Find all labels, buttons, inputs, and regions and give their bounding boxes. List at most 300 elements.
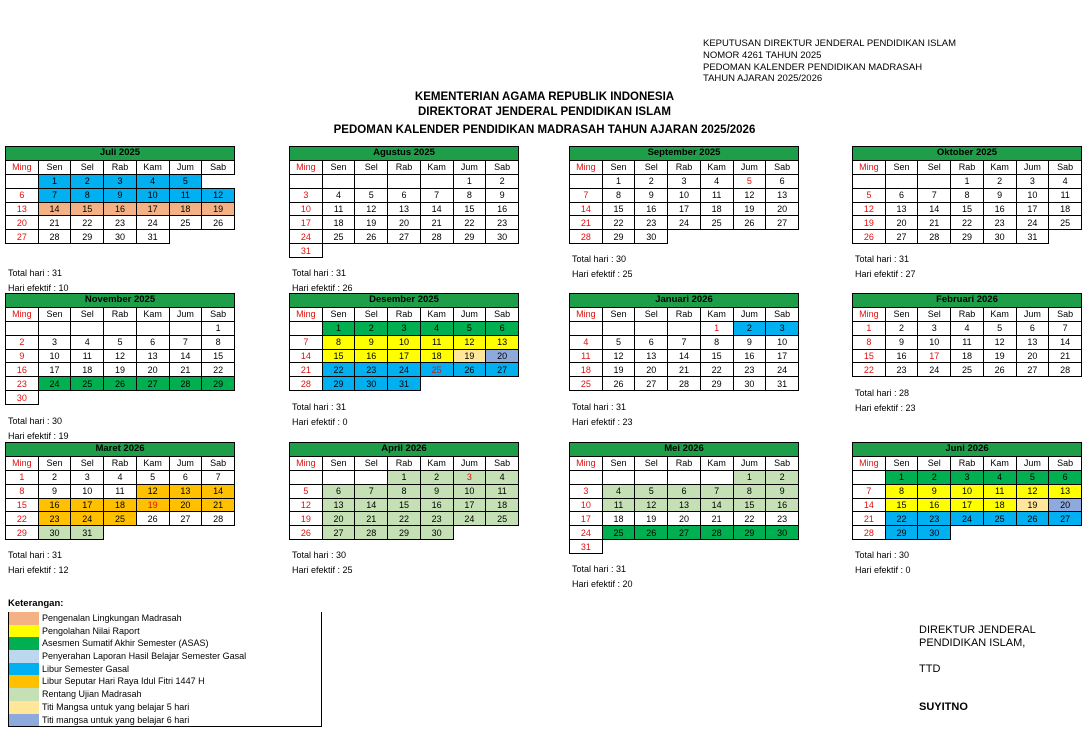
day-cell: 12 bbox=[104, 349, 137, 363]
weekday-header: Kam bbox=[700, 307, 733, 321]
day-cell: 17 bbox=[766, 349, 799, 363]
day-cell: 3 bbox=[290, 188, 323, 202]
day-cell: 26 bbox=[635, 526, 668, 540]
legend-item bbox=[9, 675, 321, 688]
day-cell: 14 bbox=[290, 349, 323, 363]
total-days: Total hari : 31 bbox=[572, 564, 627, 574]
weekday-header: Sel bbox=[355, 160, 388, 174]
weekday-header: Jum bbox=[733, 456, 766, 470]
day-cell: 20 bbox=[322, 512, 355, 526]
day-cell: 28 bbox=[853, 526, 886, 540]
weekday-header: Sen bbox=[38, 456, 71, 470]
day-cell: 13 bbox=[766, 188, 799, 202]
month-calendar bbox=[289, 146, 519, 258]
effective-days: Hari efektif : 26 bbox=[292, 283, 353, 293]
weekday-header: Sel bbox=[635, 456, 668, 470]
month-calendar bbox=[289, 442, 519, 540]
month-calendar bbox=[852, 442, 1082, 540]
month-calendar bbox=[852, 146, 1082, 244]
day-cell: 7 bbox=[38, 188, 71, 202]
day-cell: 7 bbox=[668, 335, 701, 349]
day-cell: 23 bbox=[635, 216, 668, 230]
day-cell: 13 bbox=[885, 202, 918, 216]
weekday-header: Kam bbox=[700, 160, 733, 174]
empty-day-cell bbox=[388, 174, 421, 188]
day-cell: 1 bbox=[853, 321, 886, 335]
weekday-header: Kam bbox=[136, 307, 169, 321]
weekday-header: Ming bbox=[290, 456, 323, 470]
empty-cell bbox=[700, 230, 733, 244]
day-cell: 18 bbox=[322, 216, 355, 230]
weekday-header: Ming bbox=[6, 160, 39, 174]
day-cell: 7 bbox=[420, 188, 453, 202]
day-cell: 23 bbox=[885, 363, 918, 377]
weekday-header: Ming bbox=[570, 160, 603, 174]
legend-item bbox=[9, 637, 321, 650]
day-cell: 14 bbox=[668, 349, 701, 363]
empty-cell bbox=[635, 540, 668, 554]
day-cell: 5 bbox=[355, 188, 388, 202]
weekday-header: Jum bbox=[1016, 456, 1049, 470]
empty-cell bbox=[420, 377, 453, 391]
month-title: Oktober 2025 bbox=[853, 147, 1082, 161]
legend-label: Libur Semester Gasal bbox=[42, 663, 130, 674]
day-cell: 29 bbox=[202, 377, 235, 391]
day-cell: 23 bbox=[6, 377, 39, 391]
total-days: Total hari : 28 bbox=[855, 388, 910, 398]
empty-day-cell bbox=[602, 470, 635, 484]
day-cell: 12 bbox=[853, 202, 886, 216]
day-cell: 7 bbox=[290, 335, 323, 349]
day-cell: 27 bbox=[668, 526, 701, 540]
day-cell: 19 bbox=[104, 363, 137, 377]
weekday-header: Kam bbox=[420, 456, 453, 470]
day-cell: 8 bbox=[885, 484, 918, 498]
day-cell: 7 bbox=[1049, 321, 1082, 335]
day-cell: 17 bbox=[71, 498, 104, 512]
day-cell: 6 bbox=[169, 470, 202, 484]
empty-cell bbox=[453, 244, 486, 258]
day-cell: 5 bbox=[1016, 470, 1049, 484]
effective-days: Hari efektif : 0 bbox=[292, 417, 348, 427]
day-cell: 26 bbox=[983, 363, 1016, 377]
day-cell: 26 bbox=[355, 230, 388, 244]
weekday-header: Sen bbox=[38, 307, 71, 321]
day-cell: 8 bbox=[71, 188, 104, 202]
weekday-header: Rab bbox=[104, 160, 137, 174]
day-cell: 19 bbox=[290, 512, 323, 526]
day-cell: 15 bbox=[202, 349, 235, 363]
day-cell: 12 bbox=[1016, 484, 1049, 498]
day-cell: 22 bbox=[885, 512, 918, 526]
weekday-header: Jum bbox=[1016, 160, 1049, 174]
weekday-header: Ming bbox=[853, 307, 886, 321]
empty-cell bbox=[136, 391, 169, 405]
month-title: Juni 2026 bbox=[853, 443, 1082, 457]
empty-day-cell bbox=[570, 470, 603, 484]
empty-cell bbox=[322, 244, 355, 258]
day-cell: 12 bbox=[602, 349, 635, 363]
day-cell: 25 bbox=[951, 363, 984, 377]
day-cell: 23 bbox=[918, 512, 951, 526]
day-cell: 21 bbox=[355, 512, 388, 526]
weekday-header: Kam bbox=[420, 160, 453, 174]
empty-cell bbox=[388, 244, 421, 258]
weekday-header: Sen bbox=[602, 307, 635, 321]
effective-days: Hari efektif : 25 bbox=[292, 565, 353, 575]
day-cell: 30 bbox=[635, 230, 668, 244]
day-cell: 2 bbox=[918, 470, 951, 484]
legend-item bbox=[9, 688, 321, 701]
month-title: Januari 2026 bbox=[570, 294, 799, 308]
effective-days: Hari efektif : 23 bbox=[855, 403, 916, 413]
day-cell: 1 bbox=[38, 174, 71, 188]
day-cell: 6 bbox=[885, 188, 918, 202]
day-cell: 17 bbox=[136, 202, 169, 216]
day-cell: 4 bbox=[700, 174, 733, 188]
empty-cell bbox=[486, 377, 519, 391]
day-cell: 21 bbox=[1049, 349, 1082, 363]
month-title: Februari 2026 bbox=[853, 294, 1082, 308]
day-cell: 16 bbox=[918, 498, 951, 512]
day-cell: 7 bbox=[169, 335, 202, 349]
effective-days: Hari efektif : 27 bbox=[855, 269, 916, 279]
day-cell: 15 bbox=[388, 498, 421, 512]
day-cell: 23 bbox=[733, 363, 766, 377]
empty-day-cell bbox=[885, 174, 918, 188]
legend-title: Keterangan: bbox=[8, 598, 64, 609]
day-cell: 1 bbox=[733, 470, 766, 484]
day-cell: 20 bbox=[635, 363, 668, 377]
weekday-header: Sab bbox=[486, 160, 519, 174]
day-cell: 16 bbox=[486, 202, 519, 216]
day-cell: 10 bbox=[918, 335, 951, 349]
empty-cell bbox=[169, 526, 202, 540]
legend-label: Asesmen Sumatif Akhir Semester (ASAS) bbox=[42, 638, 209, 649]
day-cell: 25 bbox=[570, 377, 603, 391]
day-cell: 3 bbox=[388, 321, 421, 335]
weekday-header: Rab bbox=[104, 307, 137, 321]
empty-day-cell bbox=[38, 321, 71, 335]
day-cell: 29 bbox=[733, 526, 766, 540]
month-title: Desember 2025 bbox=[290, 294, 519, 308]
day-cell: 15 bbox=[733, 498, 766, 512]
weekday-header: Sab bbox=[1049, 456, 1082, 470]
empty-cell bbox=[733, 230, 766, 244]
day-cell: 13 bbox=[6, 202, 39, 216]
day-cell: 30 bbox=[420, 526, 453, 540]
empty-day-cell bbox=[6, 321, 39, 335]
legend-item bbox=[9, 663, 321, 676]
day-cell: 2 bbox=[983, 174, 1016, 188]
day-cell: 6 bbox=[388, 188, 421, 202]
day-cell: 24 bbox=[668, 216, 701, 230]
empty-cell bbox=[951, 526, 984, 540]
weekday-header: Rab bbox=[668, 160, 701, 174]
day-cell: 1 bbox=[202, 321, 235, 335]
day-cell: 22 bbox=[6, 512, 39, 526]
day-cell: 8 bbox=[322, 335, 355, 349]
day-cell: 26 bbox=[453, 363, 486, 377]
day-cell: 12 bbox=[733, 188, 766, 202]
day-cell: 29 bbox=[453, 230, 486, 244]
day-cell: 21 bbox=[700, 512, 733, 526]
weekday-header: Sel bbox=[635, 160, 668, 174]
day-cell: 25 bbox=[983, 512, 1016, 526]
total-days: Total hari : 30 bbox=[292, 550, 347, 560]
day-cell: 12 bbox=[983, 335, 1016, 349]
effective-days: Hari efektif : 25 bbox=[572, 269, 633, 279]
day-cell: 28 bbox=[918, 230, 951, 244]
legend-item bbox=[9, 701, 321, 714]
weekday-header: Jum bbox=[733, 160, 766, 174]
day-cell: 30 bbox=[486, 230, 519, 244]
weekday-header: Sel bbox=[71, 456, 104, 470]
empty-cell bbox=[700, 540, 733, 554]
day-cell: 20 bbox=[1016, 349, 1049, 363]
day-cell: 25 bbox=[420, 363, 453, 377]
day-cell: 17 bbox=[1016, 202, 1049, 216]
day-cell: 10 bbox=[1016, 188, 1049, 202]
day-cell: 2 bbox=[71, 174, 104, 188]
day-cell: 31 bbox=[766, 377, 799, 391]
day-cell: 12 bbox=[290, 498, 323, 512]
weekday-header: Jum bbox=[1016, 307, 1049, 321]
weekday-header: Ming bbox=[570, 456, 603, 470]
day-cell: 12 bbox=[202, 188, 235, 202]
day-cell: 16 bbox=[104, 202, 137, 216]
empty-cell bbox=[202, 391, 235, 405]
legend-label: Pengolahan Nilai Raport bbox=[42, 625, 140, 636]
day-cell: 11 bbox=[169, 188, 202, 202]
day-cell: 29 bbox=[71, 230, 104, 244]
day-cell: 24 bbox=[766, 363, 799, 377]
day-cell: 23 bbox=[355, 363, 388, 377]
day-cell: 11 bbox=[951, 335, 984, 349]
day-cell: 15 bbox=[453, 202, 486, 216]
day-cell: 13 bbox=[635, 349, 668, 363]
day-cell: 3 bbox=[1016, 174, 1049, 188]
day-cell: 3 bbox=[570, 484, 603, 498]
day-cell: 26 bbox=[136, 512, 169, 526]
weekday-header: Sel bbox=[918, 307, 951, 321]
day-cell: 20 bbox=[136, 363, 169, 377]
weekday-header: Sen bbox=[322, 456, 355, 470]
day-cell: 16 bbox=[355, 349, 388, 363]
weekday-header: Sel bbox=[918, 456, 951, 470]
effective-days: Hari efektif : 0 bbox=[855, 565, 911, 575]
signatory-name: SUYITNO bbox=[919, 701, 968, 713]
day-cell: 13 bbox=[1049, 484, 1082, 498]
day-cell: 26 bbox=[1016, 512, 1049, 526]
day-cell: 16 bbox=[420, 498, 453, 512]
day-cell: 13 bbox=[169, 484, 202, 498]
day-cell: 10 bbox=[71, 484, 104, 498]
day-cell: 12 bbox=[355, 202, 388, 216]
empty-cell bbox=[733, 540, 766, 554]
month-title: Agustus 2025 bbox=[290, 147, 519, 161]
day-cell: 27 bbox=[486, 363, 519, 377]
day-cell: 3 bbox=[918, 321, 951, 335]
day-cell: 2 bbox=[355, 321, 388, 335]
day-cell: 28 bbox=[1049, 363, 1082, 377]
day-cell: 12 bbox=[136, 484, 169, 498]
day-cell: 24 bbox=[453, 512, 486, 526]
day-cell: 17 bbox=[38, 363, 71, 377]
legend-swatch bbox=[9, 688, 39, 701]
day-cell: 27 bbox=[885, 230, 918, 244]
day-cell: 8 bbox=[6, 484, 39, 498]
day-cell: 22 bbox=[453, 216, 486, 230]
day-cell: 30 bbox=[38, 526, 71, 540]
day-cell: 31 bbox=[71, 526, 104, 540]
day-cell: 9 bbox=[104, 188, 137, 202]
day-cell: 8 bbox=[700, 335, 733, 349]
day-cell: 20 bbox=[668, 512, 701, 526]
day-cell: 21 bbox=[420, 216, 453, 230]
day-cell: 2 bbox=[635, 174, 668, 188]
day-cell: 13 bbox=[1016, 335, 1049, 349]
day-cell: 17 bbox=[388, 349, 421, 363]
day-cell: 4 bbox=[71, 335, 104, 349]
day-cell: 22 bbox=[700, 363, 733, 377]
day-cell: 24 bbox=[38, 377, 71, 391]
total-days: Total hari : 31 bbox=[292, 268, 347, 278]
weekday-header: Sen bbox=[885, 307, 918, 321]
effective-days: Hari efektif : 19 bbox=[8, 431, 69, 441]
day-cell: 19 bbox=[602, 363, 635, 377]
total-days: Total hari : 31 bbox=[292, 402, 347, 412]
day-cell: 5 bbox=[104, 335, 137, 349]
day-cell: 23 bbox=[983, 216, 1016, 230]
total-days: Total hari : 31 bbox=[572, 402, 627, 412]
legend-label: Titi Mangsa untuk yang belajar 5 hari bbox=[42, 701, 190, 712]
day-cell: 24 bbox=[1016, 216, 1049, 230]
weekday-header: Ming bbox=[6, 456, 39, 470]
day-cell: 18 bbox=[983, 498, 1016, 512]
signature-ttd: TTD bbox=[919, 663, 941, 675]
weekday-header: Sab bbox=[202, 160, 235, 174]
day-cell: 20 bbox=[388, 216, 421, 230]
empty-day-cell bbox=[602, 321, 635, 335]
decree-block bbox=[703, 38, 956, 85]
empty-cell bbox=[453, 526, 486, 540]
weekday-header: Sen bbox=[38, 160, 71, 174]
legend-item bbox=[9, 612, 321, 625]
weekday-header: Ming bbox=[853, 160, 886, 174]
month-title: April 2026 bbox=[290, 443, 519, 457]
day-cell: 2 bbox=[420, 470, 453, 484]
day-cell: 6 bbox=[668, 484, 701, 498]
decree-line: TAHUN AJARAN 2025/2026 bbox=[703, 73, 823, 85]
day-cell: 2 bbox=[38, 470, 71, 484]
month-calendar bbox=[5, 146, 235, 244]
day-cell: 16 bbox=[38, 498, 71, 512]
weekday-header: Sel bbox=[71, 307, 104, 321]
day-cell: 13 bbox=[322, 498, 355, 512]
empty-cell bbox=[355, 244, 388, 258]
total-days: Total hari : 30 bbox=[8, 416, 63, 426]
empty-day-cell bbox=[169, 321, 202, 335]
day-cell: 27 bbox=[6, 230, 39, 244]
day-cell: 23 bbox=[104, 216, 137, 230]
weekday-header: Rab bbox=[388, 160, 421, 174]
weekday-header: Sab bbox=[1049, 160, 1082, 174]
empty-cell bbox=[1016, 526, 1049, 540]
weekday-header: Rab bbox=[951, 456, 984, 470]
day-cell: 7 bbox=[918, 188, 951, 202]
empty-cell bbox=[486, 244, 519, 258]
day-cell: 1 bbox=[951, 174, 984, 188]
day-cell: 9 bbox=[38, 484, 71, 498]
weekday-header: Rab bbox=[668, 456, 701, 470]
day-cell: 31 bbox=[570, 540, 603, 554]
day-cell: 11 bbox=[420, 335, 453, 349]
empty-cell bbox=[136, 526, 169, 540]
decree-line: PEDOMAN KALENDER PENDIDIKAN MADRASAH bbox=[703, 61, 923, 73]
day-cell: 1 bbox=[453, 174, 486, 188]
day-cell: 18 bbox=[104, 498, 137, 512]
empty-day-cell bbox=[570, 321, 603, 335]
day-cell: 29 bbox=[951, 230, 984, 244]
day-cell: 10 bbox=[388, 335, 421, 349]
day-cell: 19 bbox=[635, 512, 668, 526]
legend-swatch bbox=[9, 663, 39, 676]
weekday-header: Sen bbox=[602, 456, 635, 470]
empty-day-cell bbox=[853, 470, 886, 484]
month-calendar bbox=[569, 442, 799, 554]
legend-swatch bbox=[9, 650, 39, 663]
empty-cell bbox=[71, 391, 104, 405]
signatory-title-2: PENDIDIKAN ISLAM, bbox=[919, 637, 1026, 649]
day-cell: 18 bbox=[169, 202, 202, 216]
day-cell: 14 bbox=[38, 202, 71, 216]
empty-day-cell bbox=[136, 321, 169, 335]
day-cell: 20 bbox=[766, 202, 799, 216]
empty-cell bbox=[38, 391, 71, 405]
day-cell: 22 bbox=[202, 363, 235, 377]
day-cell: 14 bbox=[570, 202, 603, 216]
day-cell: 28 bbox=[570, 230, 603, 244]
day-cell: 4 bbox=[570, 335, 603, 349]
day-cell: 15 bbox=[602, 202, 635, 216]
empty-cell bbox=[766, 230, 799, 244]
directorate-heading: DIREKTORAT JENDERAL PENDIDIKAN ISLAM bbox=[417, 106, 672, 118]
day-cell: 8 bbox=[388, 484, 421, 498]
day-cell: 31 bbox=[136, 230, 169, 244]
day-cell: 22 bbox=[388, 512, 421, 526]
day-cell: 17 bbox=[453, 498, 486, 512]
day-cell: 11 bbox=[1049, 188, 1082, 202]
empty-cell bbox=[668, 230, 701, 244]
day-cell: 10 bbox=[453, 484, 486, 498]
day-cell: 18 bbox=[951, 349, 984, 363]
day-cell: 4 bbox=[136, 174, 169, 188]
day-cell: 8 bbox=[853, 335, 886, 349]
effective-days: Hari efektif : 10 bbox=[8, 283, 69, 293]
day-cell: 9 bbox=[918, 484, 951, 498]
day-cell: 22 bbox=[733, 512, 766, 526]
day-cell: 21 bbox=[202, 498, 235, 512]
weekday-header: Ming bbox=[6, 307, 39, 321]
weekday-header: Rab bbox=[951, 307, 984, 321]
day-cell: 4 bbox=[983, 470, 1016, 484]
day-cell: 18 bbox=[420, 349, 453, 363]
day-cell: 21 bbox=[38, 216, 71, 230]
weekday-header: Jum bbox=[733, 307, 766, 321]
day-cell: 21 bbox=[918, 216, 951, 230]
day-cell: 29 bbox=[322, 377, 355, 391]
